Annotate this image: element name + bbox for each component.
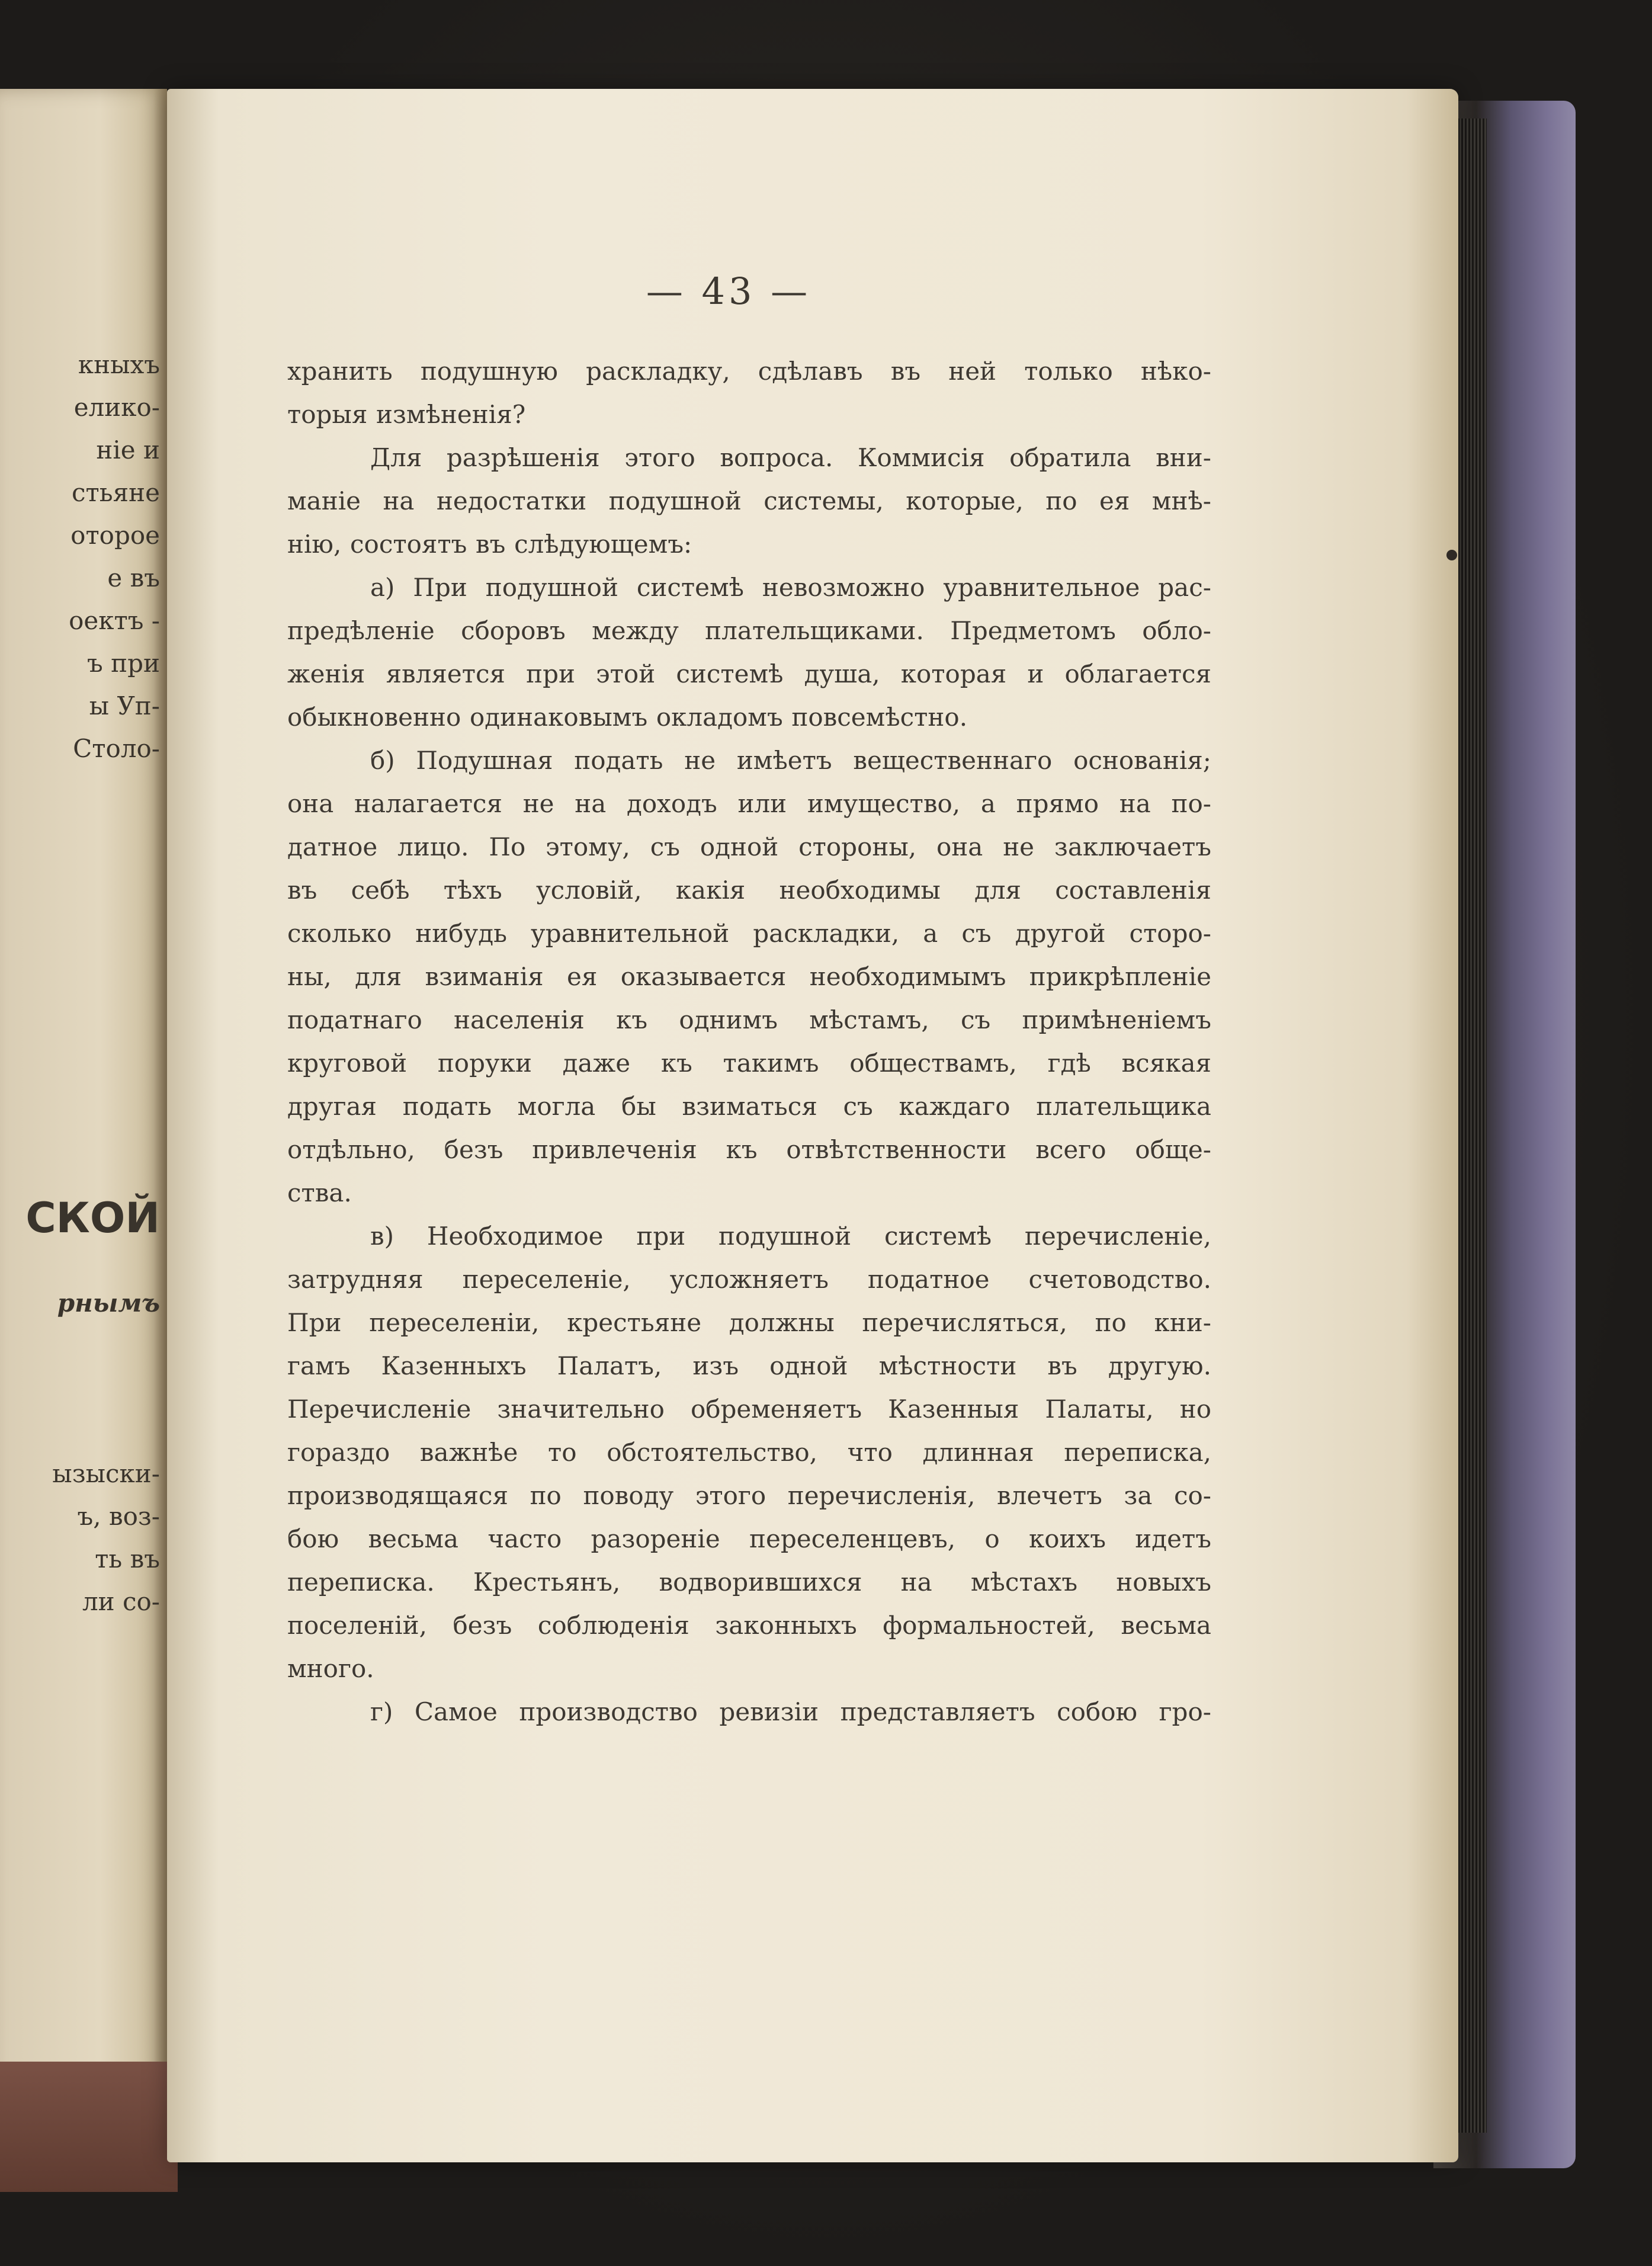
text-line: круговой поруки даже къ такимъ обществамъ, гдѣ всякая — [287, 1049, 1211, 1078]
text-line: бою весьма часто разореніе переселенцевъ, о коихъ идетъ — [287, 1524, 1211, 1553]
text-line: а) При подушной системѣ невозможно уравнительное рас- — [370, 573, 1211, 602]
left-text-line — [6, 1367, 160, 1410]
left-text-line — [6, 813, 160, 855]
left-text-line: е въ — [107, 563, 160, 592]
left-page — [0, 89, 167, 2174]
left-text-line: ъ, воз- — [77, 1502, 160, 1531]
left-text-line: ли со- — [82, 1587, 160, 1616]
text-line: поселеній, безъ соблюденія законныхъ формальностей, весьма — [287, 1611, 1211, 1640]
text-line: хранить подушную раскладку, сдѣлавъ въ ней только нѣко- — [287, 357, 1211, 386]
left-text-line: стьяне — [72, 478, 160, 507]
left-text-line: рнымъ — [57, 1289, 160, 1318]
text-line: много. — [287, 1654, 374, 1683]
left-text-line — [6, 1239, 160, 1282]
left-text-line: Столо- — [73, 734, 160, 763]
text-line: женія является при этой системѣ душа, которая и облагается — [287, 659, 1211, 688]
text-line: б) Подушная подать не имѣетъ вещественнаго основанія; — [370, 746, 1211, 775]
text-line: переписка. Крестьянъ, водворившихся на мѣстахъ новыхъ — [287, 1568, 1211, 1597]
text-line: торыя измѣненія? — [287, 400, 526, 429]
left-text-line — [6, 1325, 160, 1367]
text-line: производящаяся по поводу этого перечисленія, влечетъ за со- — [287, 1481, 1211, 1510]
text-line: податнаго населенія къ однимъ мѣстамъ, съ примѣненіемъ — [287, 1005, 1211, 1034]
text-line: Для разрѣшенія этого вопроса. Коммисія обратила вни- — [370, 443, 1211, 472]
left-text-line — [6, 1111, 160, 1154]
text-line: затрудняя переселеніе, усложняетъ податное счетоводство. — [287, 1265, 1211, 1294]
left-text-line — [6, 941, 160, 983]
left-text-line — [6, 855, 160, 898]
text-line: г) Самое производство ревизіи представляетъ собою гро- — [370, 1697, 1211, 1726]
text-line: ны, для взиманія ея оказывается необходимымъ прикрѣпленіе — [287, 962, 1211, 991]
left-page-text — [6, 344, 160, 1623]
text-line: Перечисленіе значительно обременяетъ Казенныя Палаты, но — [287, 1395, 1211, 1424]
text-line: При переселеніи, крестьяне должны перечисляться, по кни- — [287, 1308, 1211, 1337]
left-text-line: оторое — [70, 521, 160, 550]
left-text-line — [6, 1154, 160, 1197]
text-line: предѣленіе сборовъ между плательщиками. Предметомъ обло- — [287, 616, 1211, 645]
left-text-line — [6, 1410, 160, 1453]
text-line: она налагается не на доходъ или имущество, а прямо на по- — [287, 789, 1211, 818]
left-text-line: оектъ - — [69, 606, 160, 635]
ink-mark — [1446, 550, 1457, 560]
text-line: маніе на недостатки подушной системы, которые, по ея мнѣ- — [287, 486, 1211, 515]
text-line: другая подать могла бы взиматься съ каждаго плательщика — [287, 1092, 1211, 1121]
left-text-line: ызыски- — [52, 1459, 160, 1488]
text-line: гамъ Казенныхъ Палатъ, изъ одной мѣстности въ другую. — [287, 1351, 1211, 1380]
left-text-line: ніе и — [96, 435, 160, 464]
left-cover — [0, 2062, 178, 2192]
text-line: ства. — [287, 1178, 352, 1207]
text-line: датное лицо. По этому, съ одной стороны, она не заключаетъ — [287, 832, 1211, 861]
left-text-line — [6, 898, 160, 941]
text-line: в) Необходимое при подушной системѣ перечисленіе, — [370, 1222, 1211, 1251]
left-text-line: ы Уп- — [89, 691, 160, 720]
text-line: нію, состоятъ въ слѣдующемъ: — [287, 530, 692, 559]
text-line: въ себѣ тѣхъ условій, какія необходимы для составленія — [287, 876, 1211, 905]
text-line: отдѣльно, безъ привлеченія къ отвѣтственности всего обще- — [287, 1135, 1211, 1164]
left-text-line — [6, 1069, 160, 1111]
left-text-line: СКОЙ — [25, 1194, 160, 1242]
text-line: обыкновенно одинаковымъ окладомъ повсемѣстно. — [287, 703, 968, 732]
left-text-line — [6, 770, 160, 813]
text-line: гораздо важнѣе то обстоятельство, что длинная переписка, — [287, 1438, 1211, 1467]
body-text — [287, 350, 1211, 1733]
left-text-line — [6, 1026, 160, 1069]
text-line: сколько нибудь уравнительной раскладки, а съ другой сторо- — [287, 919, 1211, 948]
left-text-line: ъ при — [87, 649, 160, 678]
page-number: — 43 — — [646, 270, 811, 313]
left-text-line: елико- — [73, 393, 160, 422]
left-text-line: ть въ — [95, 1544, 160, 1573]
left-text-line: кныхъ — [78, 350, 160, 379]
left-text-line — [6, 983, 160, 1026]
